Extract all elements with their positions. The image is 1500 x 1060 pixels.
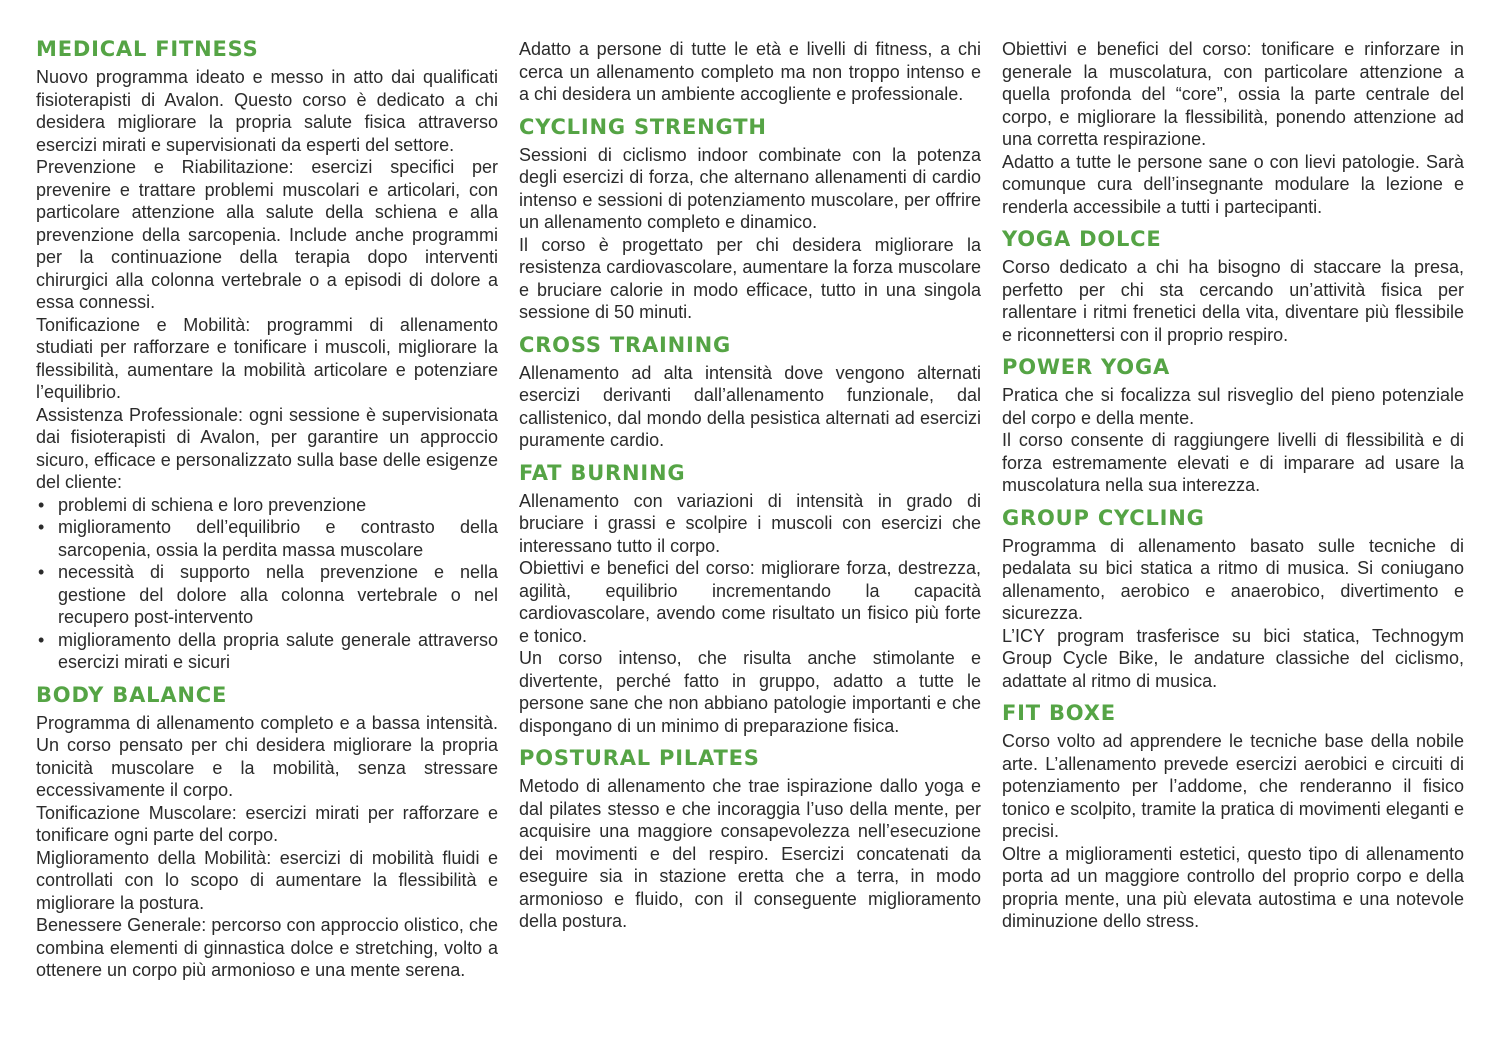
section-title-group-cycling: GROUP CYCLING <box>1002 505 1205 530</box>
section-group-cycling <box>1002 505 1464 693</box>
paragraph: Miglioramento della Mobilità: esercizi di mobilità fluidi e controllati con lo scopo di aumentare la flessibilità e migliorare la postura. <box>36 847 498 913</box>
paragraph: Adatto a persone di tutte le età e livelli di fitness, a chi cerca un allenamento completo ma non troppo intenso e a chi desidera un ambiente accogliente e professionale. <box>519 39 981 104</box>
paragraph: Il corso consente di raggiungere livelli di flessibilità e di forza estremamente elevati e di imparare ad usare la muscolatura nella sua interezza. <box>1002 430 1464 495</box>
section-title-medical-fitness: MEDICAL FITNESS <box>36 37 259 61</box>
bullet-item: • miglioramento della propria salute generale attraverso esercizi mirati e sicuri <box>36 629 498 674</box>
section-body-balance <box>36 682 498 982</box>
section-title-body-balance: BODY BALANCE <box>36 682 228 707</box>
paragraph: Tonificazione e Mobilità: programmi di allenamento studiati per rafforzare e tonificare i muscoli, migliorare la flessibilità, aumentare la mobilità articolare e potenziare l’equilibrio. <box>36 314 498 402</box>
section-title-cross-training: CROSS TRAINING <box>519 332 732 357</box>
section-cross-training <box>519 332 981 452</box>
paragraph: Il corso è progettato per chi desidera migliorare la resistenza cardiovascolare, aumentare la forza muscolare e bruciare calorie in modo efficace, tutto in una singola sessione di 50 minuti. <box>519 234 981 322</box>
section-fat-burning <box>519 460 981 738</box>
paragraph: Assistenza Professionale: ogni sessione è supervisionata dai fisioterapisti di Avalon, per garantire un approccio sicuro, efficace e personalizzato sulla base delle esigenze del cliente: <box>36 404 498 492</box>
section-title-fat-burning: FAT BURNING <box>519 460 686 485</box>
section-title-postural-pilates: POSTURAL PILATES <box>519 746 760 770</box>
paragraph: Adatto a tutte le persone sane o con lievi patologie. Sarà comunque cura dell’insegnante modulare la lezione e renderla accessibile a tutti i partecipanti. <box>1002 151 1464 217</box>
section-title-fit-boxe: FIT BOXE <box>1002 701 1116 725</box>
paragraph: Nuovo programma ideato e messo in atto dai qualificati fisioterapisti di Avalon. Questo corso è dedicato a chi desidera migliorare la propria salute fisica attraverso esercizi mirati e supervisionati da esperti del settore. <box>36 67 498 155</box>
paragraph: Obiettivi e benefici del corso: tonificare e rinforzare in generale la muscolatura, con particolare attenzione a quella profonda del “core”, ossia la parte centrale del corpo, e migliorare la flessibilità, ponendo attenzione ad una corretta respirazione. <box>1002 39 1464 149</box>
paragraph: Programma di allenamento basato sulle tecniche di pedalata su bici statica a ritmo di musica. Si coniugano allenamento, aerobico e anaerobico, divertimento e sicurezza. <box>1002 535 1464 623</box>
bullet-item: • necessità di supporto nella prevenzione e nella gestione del dolore alla colonna vertebrale o nel recupero post-intervento <box>36 561 498 629</box>
section-title-cycling-strength: CYCLING STRENGTH <box>519 114 767 139</box>
paragraph: Benessere Generale: percorso con approccio olistico, che combina elementi di ginnastica dolce e stretching, volto a ottenere un corpo più armonioso e una mente serena. <box>36 915 498 980</box>
paragraph: Corso dedicato a chi ha bisogno di staccare la presa, perfetto per chi sta cercando un’attività fisica per rallentare i ritmi frenetici della vita, diventare più flessibile e riconnettersi con il proprio respiro. <box>1002 257 1464 345</box>
paragraph: Sessioni di ciclismo indoor combinate con la potenza degli esercizi di forza, che alternano allenamenti di cardio intenso e sessioni di potenziamento muscolare, per offrire un allenamento completo e dinamico. <box>519 144 981 232</box>
paragraph: Corso volto ad apprendere le tecniche base della nobile arte. L’allenamento prevede esercizi aerobici e circuiti di potenziamento per l’addome, che renderanno il fisico tonico e scolpito, tramite la pratica di movimenti eleganti e precisi. <box>1002 731 1464 841</box>
paragraph: L’ICY program trasferisce su bici statica, Technogym Group Cycle Bike, le andature classiche del ciclismo, adattate al ritmo di musica. <box>1002 625 1464 691</box>
column-1 <box>36 36 498 990</box>
paragraph: Allenamento con variazioni di intensità in grado di bruciare i grassi e scolpire i muscoli con esercizi che interessano tutto il corpo. <box>519 490 981 556</box>
section-postural-pilates-continued <box>1002 38 1464 218</box>
section-cycling-strength <box>519 114 981 324</box>
section-title-power-yoga: POWER YOGA <box>1002 355 1171 379</box>
paragraph: Metodo di allenamento che trae ispirazione dallo yoga e dal pilates stesso e che incoraggia l’uso della mente, per acquisire una maggiore consapevolezza nell’esecuzione dei movimenti e del respiro. Esercizi concatenati da eseguire sia in stazione eretta che a terra, in modo armonioso e fluido, con il conseguente miglioramento della postura. <box>519 776 981 931</box>
section-body-balance-continued <box>519 38 981 106</box>
section-power-yoga <box>1002 354 1464 497</box>
paragraph: Programma di allenamento completo e a bassa intensità. Un corso pensato per chi desidera migliorare la propria tonicità muscolare e la mobilità, senza stressare eccessivamente il corpo. <box>36 712 498 800</box>
paragraph: Pratica che si focalizza sul risveglio del pieno potenziale del corpo e della mente. <box>1002 385 1464 428</box>
column-3 <box>1002 38 1464 941</box>
paragraph: Obiettivi e benefici del corso: migliorare forza, destrezza, agilità, equilibrio incrementando la capacità cardiovascolare, avendo come risultato un fisico più forte e tonico. <box>519 558 981 646</box>
section-postural-pilates <box>519 745 981 933</box>
column-2 <box>519 38 981 941</box>
paragraph: Un corso intenso, che risulta anche stimolante e divertente, perché fatto in gruppo, adatto a tutte le persone sane che non abbiano patologie importanti e che dispongano di un minimo di preparazione fisica. <box>519 648 981 736</box>
bullet-item: • miglioramento dell’equilibrio e contrasto della sarcopenia, ossia la perdita massa muscolare <box>36 516 498 561</box>
paragraph: Allenamento ad alta intensità dove vengono alternati esercizi derivanti dall’allenamento funzionale, dal callistenico, dal mondo della pesistica alternati ad esercizi puramente cardio. <box>519 362 981 450</box>
bullet-list <box>36 494 498 674</box>
paragraph: Tonificazione Muscolare: esercizi mirati per rafforzare e tonificare ogni parte del corpo. <box>36 802 498 845</box>
paragraph: Prevenzione e Riabilitazione: esercizi specifici per prevenire e trattare problemi muscolari e articolari, con particolare attenzione alla salute della schiena e alla prevenzione della sarcopenia. Include anche programmi per la continuazione della terapia dopo interventi chirurgici alla colonna vertebrale o a episodi di dolore a essa connessi. <box>36 157 498 312</box>
section-medical-fitness <box>36 36 498 674</box>
section-fit-boxe <box>1002 700 1464 933</box>
section-title-yoga-dolce: YOGA DOLCE <box>1002 227 1162 251</box>
section-yoga-dolce <box>1002 226 1464 346</box>
paragraph: Oltre a miglioramenti estetici, questo tipo di allenamento porta ad un maggiore controllo del proprio corpo e della propria mente, una più elevata autostima e una notevole diminuzione dello stress. <box>1002 843 1464 931</box>
bullet-item: • problemi di schiena e loro prevenzione <box>36 494 498 517</box>
